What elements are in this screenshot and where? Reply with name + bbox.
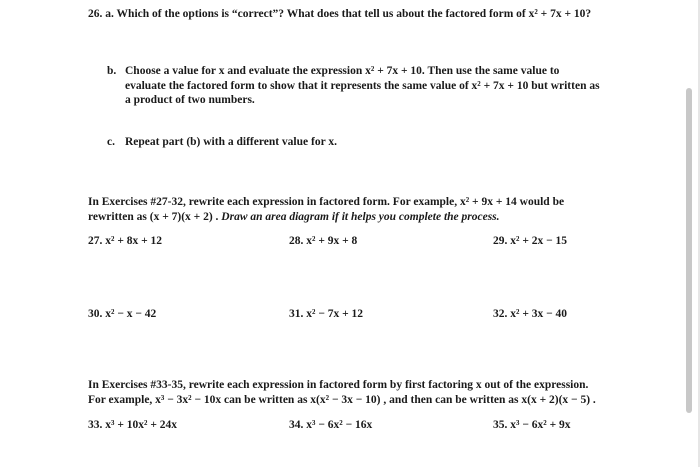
- exercise-expression: x² + 8x + 12: [105, 235, 163, 247]
- exercise-expression: x² − x − 42: [105, 308, 157, 320]
- exercise-28: [289, 234, 357, 248]
- exercise-expression: x³ − 6x² − 16x: [306, 419, 373, 431]
- ex27-area-diagram-hint: Draw an area diagram if it helps you complete the process.: [221, 211, 500, 223]
- exercise-35: [493, 418, 571, 432]
- exercise-expression: x³ − 6x² + 9x: [510, 419, 571, 431]
- exercise-number: 31.: [289, 308, 304, 320]
- q26b-line3: a product of two numbers.: [125, 94, 255, 106]
- exercise-number: 29.: [493, 235, 508, 247]
- q26c-text: Repeat part (b) with a different value for x.: [125, 136, 337, 148]
- ex27-example-factored: rewritten as (x + 7)(x + 2) .: [88, 211, 219, 223]
- exercise-number: 32.: [493, 308, 508, 320]
- exercise-34: [289, 418, 372, 432]
- exercise-expression: x² + 3x − 40: [510, 308, 568, 320]
- exercise-expression: x² + 9x + 8: [306, 235, 358, 247]
- q26b-label: b.: [107, 65, 117, 77]
- exercise-expression: x³ + 10x² + 24x: [105, 419, 178, 431]
- exercise-29: [493, 234, 567, 248]
- exercise-number: 34.: [289, 419, 304, 431]
- q26b-line1: Choose a value for x and evaluate the expression x² + 7x + 10. Then use the same value to: [125, 65, 560, 77]
- q26a-label: 26. a.: [88, 8, 114, 20]
- exercise-number: 27.: [88, 235, 103, 247]
- exercise-number: 28.: [289, 235, 304, 247]
- q26a-line: [88, 7, 591, 21]
- exercise-31: [289, 307, 363, 321]
- ex33-intro-line2: For example, x³ − 3x² − 10x can be written as x(x² − 3x − 10) , and then can be written as x(x + 2)(x − 5) .: [88, 394, 596, 406]
- exercise-32: [493, 307, 567, 321]
- ex33-intro-line1: In Exercises #33-35, rewrite each expression in factored form by first factoring x out of the expression.: [88, 379, 589, 391]
- exercise-number: 33.: [88, 419, 103, 431]
- exercise-number: 30.: [88, 308, 103, 320]
- exercise-expression: x² − 7x + 12: [306, 308, 364, 320]
- q26a-expr: x² + 7x + 10?: [528, 8, 592, 20]
- exercise-expression: x² + 2x − 15: [510, 235, 568, 247]
- q26b-line2: evaluate the factored form to show that it represents the same value of x² + 7x + 10 but written as: [125, 80, 600, 92]
- exercise-number: 35.: [493, 419, 508, 431]
- ex27-intro-line1: In Exercises #27-32, rewrite each expression in factored form. For example, x² + 9x + 14 would be: [88, 196, 565, 208]
- ex27-intro-line2: [88, 210, 500, 224]
- exercise-30: [88, 307, 156, 321]
- exercise-27: [88, 234, 162, 248]
- vertical-scrollbar[interactable]: [686, 88, 692, 413]
- q26a-text: Which of the options is “correct”? What does that tell us about the factored form of: [116, 8, 526, 20]
- exercise-33: [88, 418, 177, 432]
- q26c-label: c.: [107, 136, 115, 148]
